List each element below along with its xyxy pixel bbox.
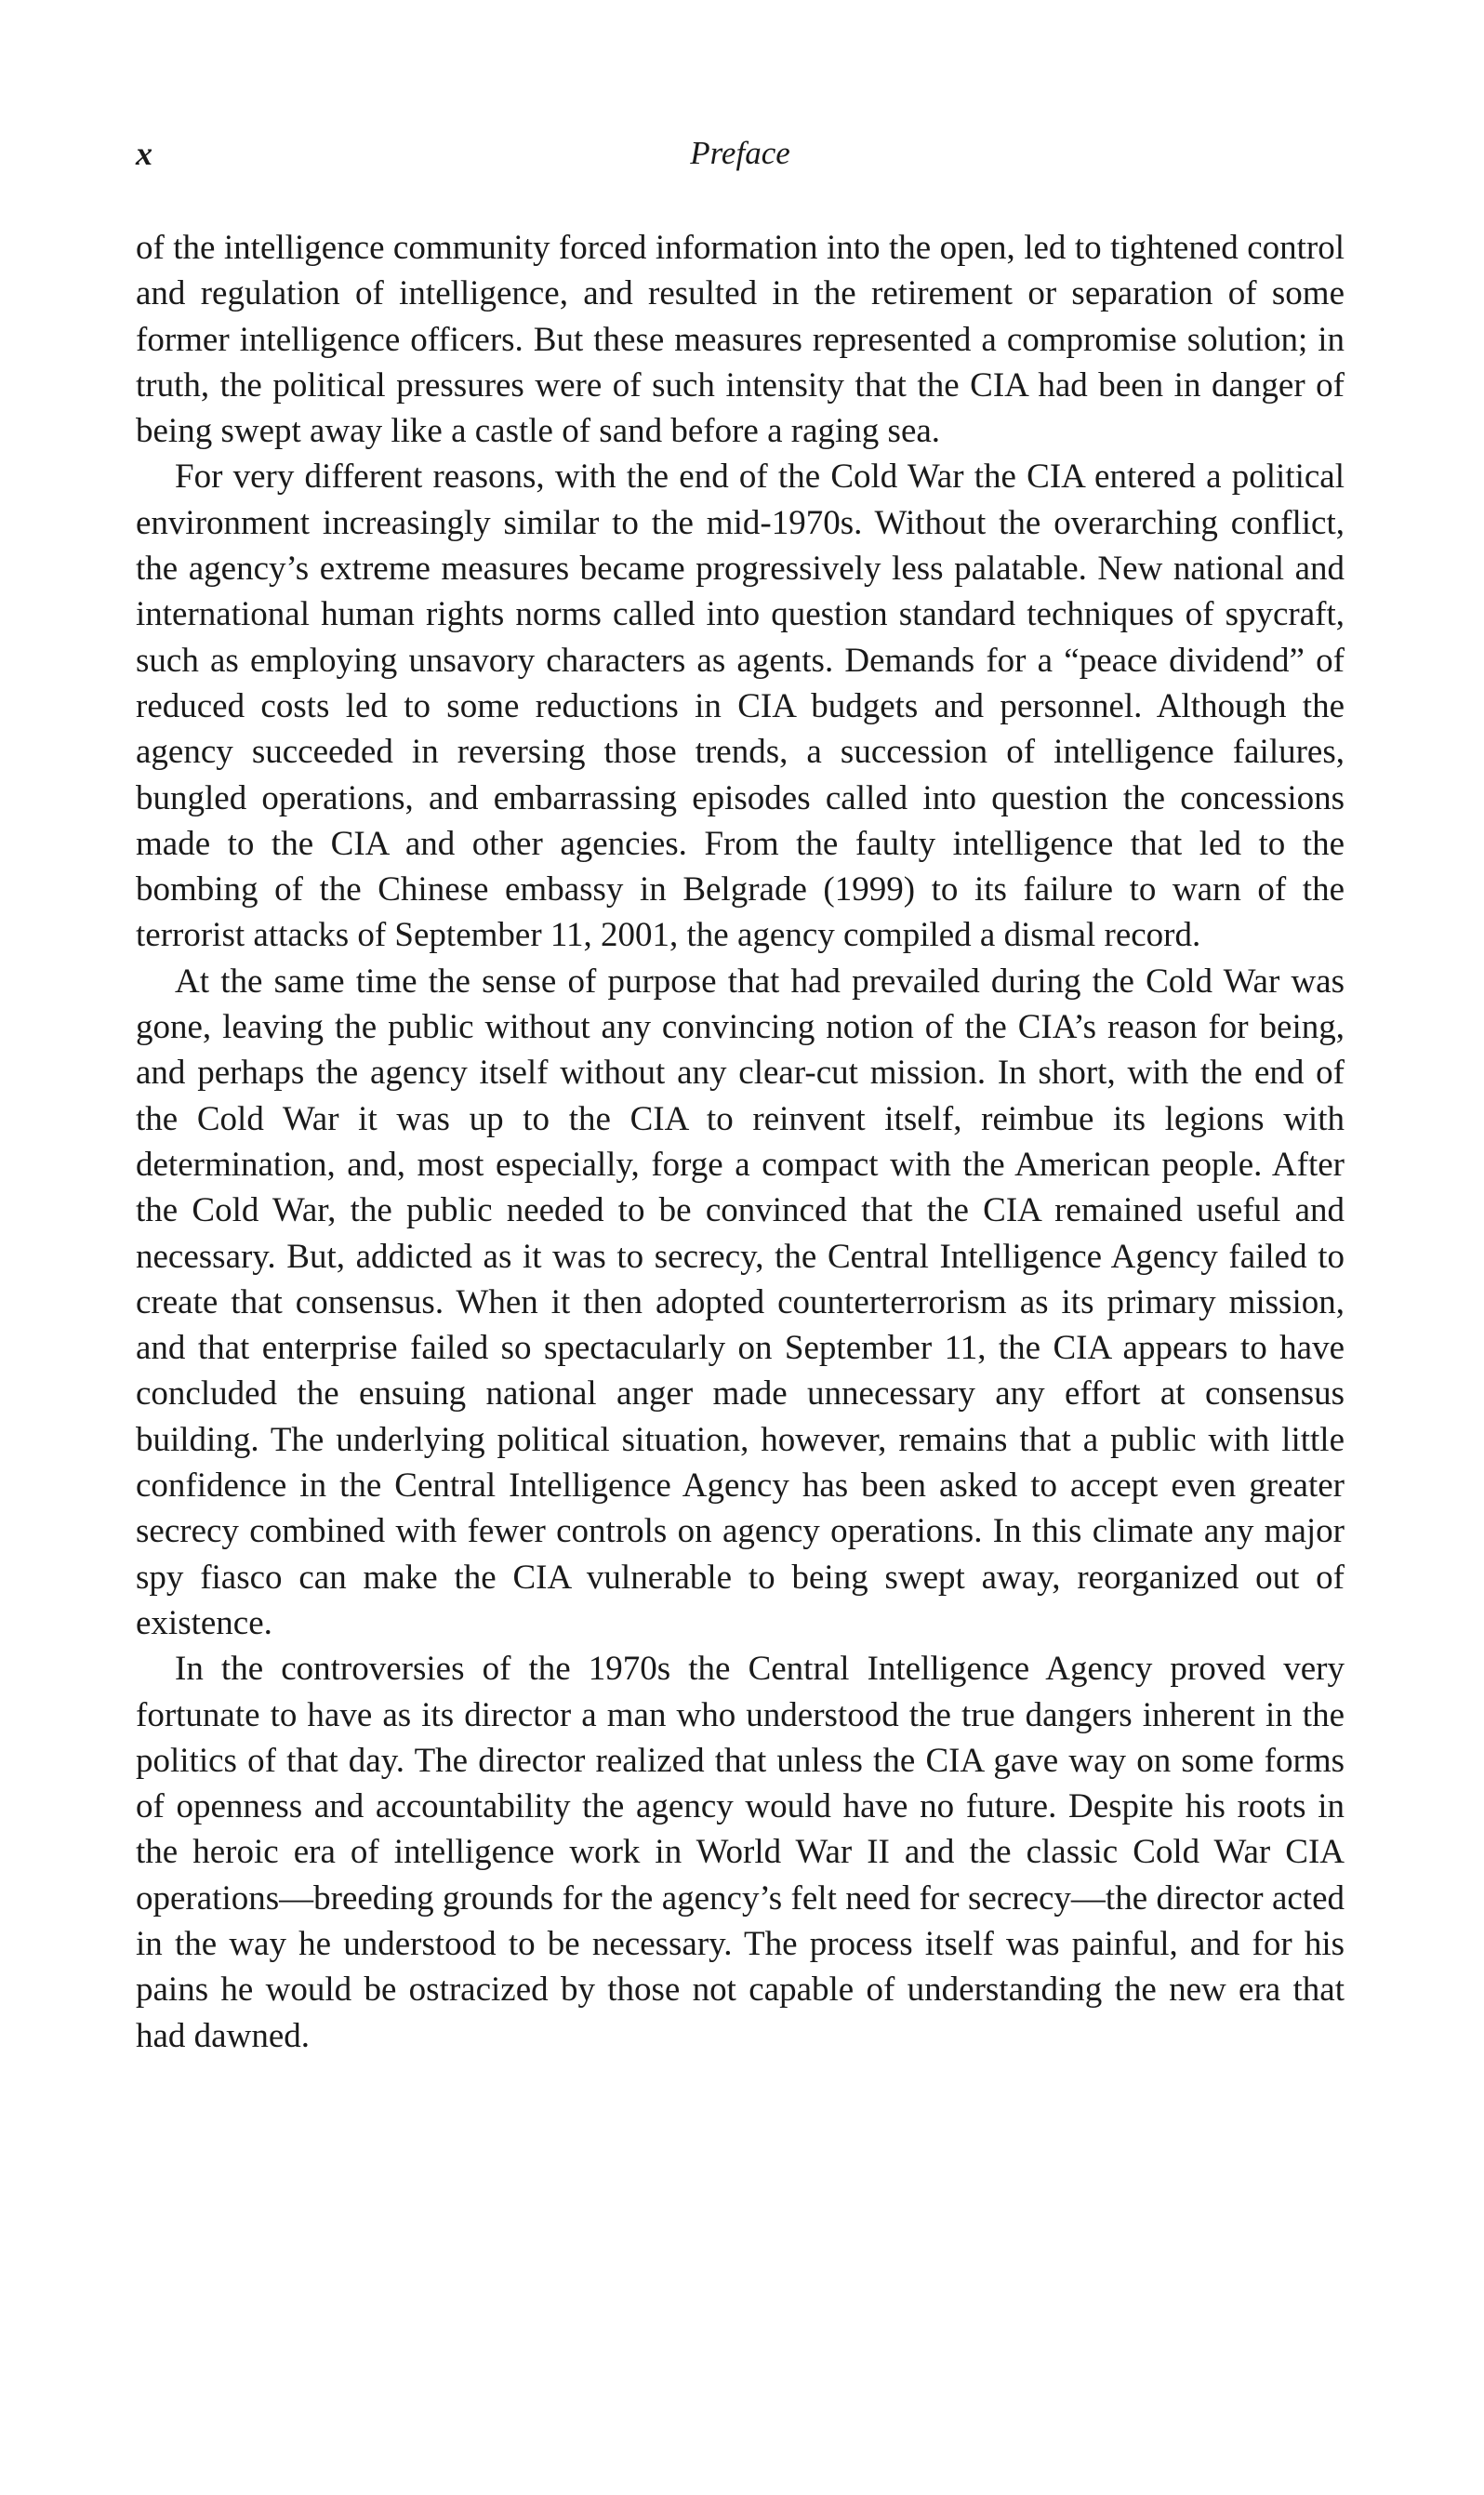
paragraph: In the controversies of the 1970s the Central Intelligence Agency proved very fortunate to have as its director a man who understood the true dangers inherent in the politics of that day. The director realized that unless the CIA gave way on some forms of openness and accountability the agency would have no future. Despite his roots in the heroic era of intelligence work in World War II and the classic Cold War CIA operations—breeding grounds for the agency’s felt need for secrecy—the director acted in the way he understood to be necessary. The process itself was painful, and for his pains he would be ostracized by those not capable of understanding the new era that had dawned. <box>136 1650 1345 2055</box>
page-number: x <box>136 135 152 172</box>
paragraph: At the same time the sense of purpose that had prevailed during the Cold War was gone, leaving the public without any convincing notion of the CIA’s reason for being, and perhaps the agency itself without any clear-cut mission. In short, with the end of the Cold War it was up to the CIA to reinvent itself, reimbue its legions with determination, and, most especially, forge a compact with the American people. After the Cold War, the public needed to be convinced that the CIA remained useful and necessary. But, addicted as it was to secrecy, the Central Intelligence Agency failed to create that consensus. When it then adopted counterterrorism as its primary mission, and that enterprise failed so spectacularly on September 11, the CIA appears to have concluded the ensuing national anger made unnecessary any effort at consensus building. The underlying political situation, however, remains that a public with little confidence in the Central Intelligence Agency has been asked to accept even greater secrecy combined with fewer controls on agency operations. In this climate any major spy fiasco can make the CIA vulnerable to being swept away, reorganized out of existence. <box>136 962 1345 1642</box>
body-text <box>136 225 1345 2059</box>
book-page <box>136 0 1345 2495</box>
running-head <box>136 130 1345 177</box>
paragraph: For very different reasons, with the end of the Cold War the CIA entered a political environment increasingly similar to the mid-1970s. Without the overarching conflict, the agency’s extreme measures became progressively less palatable. New national and international human rights norms called into question standard techniques of spycraft, such as employing unsavory characters as agents. Demands for a “peace dividend” of reduced costs led to some reductions in CIA budgets and personnel. Although the agency succeeded in reversing those trends, a succession of intelligence failures, bungled operations, and embarrassing episodes called into question the concessions made to the CIA and other agencies. From the faulty intelligence that led to the bombing of the Chinese embassy in Belgrade (1999) to its failure to warn of the terrorist attacks of September 11, 2001, the agency compiled a dismal record. <box>136 458 1345 955</box>
running-title: Preface <box>690 135 790 171</box>
paragraph-continued: of the intelligence community forced information into the open, led to tightened control and regulation of intelligence, and resulted in the retirement or separation of some former intelligence officers. But these measures represented a compromise solution; in truth, the political pressures were of such intensity that the CIA had been in danger of being swept away like a castle of sand before a raging sea. <box>136 229 1345 451</box>
